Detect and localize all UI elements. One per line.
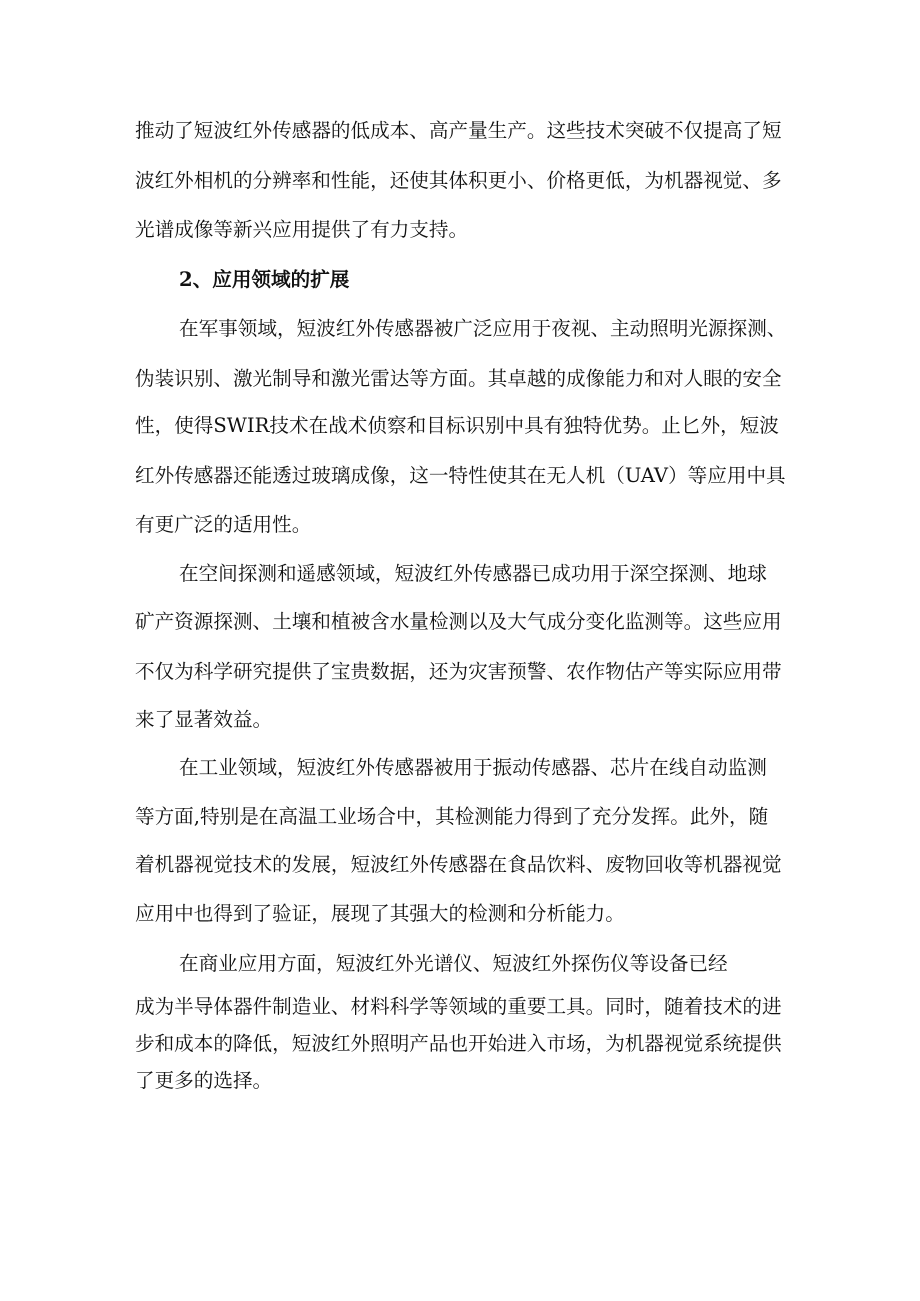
- paragraph-line: 成为半导体器件制造业、材料科学等领域的重要工具。同时，随着技术的进: [135, 995, 782, 1018]
- paragraph-line: 矿产资源探测、土壤和植被含水量检测以及大气成分变化监测等。这些应用: [135, 610, 782, 633]
- paragraph-line: 红外传感器还能透过玻璃成像，这一特性使其在无人机（UAV）等应用中具: [135, 464, 786, 487]
- paragraph-line: 等方面,特别是在高温工业场合中，其检测能力得到了充分发挥。此外，随: [135, 805, 769, 828]
- paragraph-line: 着机器视觉技术的发展，短波红外传感器在食品饮料、废物回收等机器视觉: [135, 853, 782, 876]
- paragraph-line: 推动了短波红外传感器的低成本、高产量生产。这些技术突破不仅提高了短: [135, 119, 782, 142]
- paragraph-line: 在空间探测和遥感领域，短波红外传感器已成功用于深空探测、地球: [179, 562, 767, 585]
- paragraph-line: 应用中也得到了验证，展现了其强大的检测和分析能力。: [135, 902, 625, 925]
- paragraph-line: 在工业领域，短波红外传感器被用于振动传感器、芯片在线自动监测: [179, 756, 767, 779]
- paragraph-line: 不仅为科学研究提供了宝贵数据，还为灾害预警、农作物估产等实际应用带: [135, 660, 782, 683]
- paragraph-line: 性，使得SWIR技术在战术侦察和目标识别中具有独特优势。止匕外，短波: [135, 414, 779, 437]
- section-heading: 2、应用领域的扩展: [179, 268, 350, 291]
- paragraph-line: 来了显著效益。: [135, 708, 273, 731]
- paragraph-line: 在商业应用方面，短波红外光谱仪、短波红外探伤仪等设备已经: [179, 952, 728, 975]
- paragraph-line: 有更广泛的适用性。: [135, 513, 312, 536]
- paragraph-line: 波红外相机的分辨率和性能，还使其体积更小、价格更低，为机器视觉、多: [135, 169, 782, 192]
- paragraph-line: 在军事领域，短波红外传感器被广泛应用于夜视、主动照明光源探测、: [179, 317, 787, 340]
- paragraph-line: 了更多的选择。: [135, 1069, 273, 1092]
- paragraph-line: 伪装识别、激光制导和激光雷达等方面。其卓越的成像能力和对人眼的安全: [135, 367, 782, 390]
- paragraph-line: 光谱成像等新兴应用提供了有力支持。: [135, 218, 469, 241]
- paragraph-line: 步和成本的降低，短波红外照明产品也开始进入市场，为机器视觉系统提供: [135, 1032, 782, 1055]
